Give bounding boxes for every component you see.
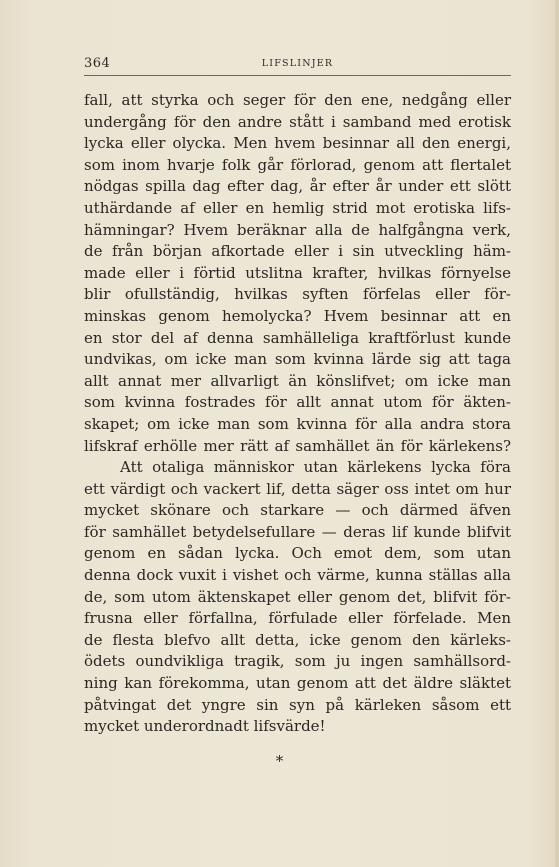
text-line: Att otaliga människor utan kärlekens lycka föra (120, 458, 511, 477)
text-line: som kvinna fostrades för allt annat utom för äkten- (84, 393, 511, 412)
text-line: undergång för den andre stått i samband med erotisk (84, 112, 511, 131)
text-line: mycket underordnadt lifsvärde! (84, 717, 326, 736)
text-line: genom en sådan lycka. Och emot dem, som utan (84, 544, 511, 563)
text-line: nödgas spilla dag efter dag, år efter år under ett slött (84, 177, 511, 196)
page-header (84, 56, 511, 76)
text-line: skapet; om icke man som kvinna för alla andra stora (84, 414, 511, 433)
page-number: 364 (84, 56, 111, 71)
page-edge (555, 0, 559, 867)
paragraph-1 (84, 90, 511, 457)
text-line: denna dock vuxit i vishet och värme, kunna ställas alla (84, 566, 511, 585)
text-line: allt annat mer allvarligt än könslifvet; om icke man (84, 371, 511, 390)
header-rule (84, 75, 511, 76)
text-line: en stor del af denna samhälleliga kraftförlust kunde (84, 328, 511, 347)
text-line: hämningar? Hvem beräknar alla de halfgångna verk, (84, 220, 511, 239)
text-line: undvikas, om icke man som kvinna lärde sig att taga (84, 350, 511, 369)
text-line: made eller i förtid utslitna krafter, hvilkas förnyelse (84, 263, 511, 282)
text-line: mycket skönare och starkare — och därmed äfven (84, 501, 511, 520)
text-line: de flesta blefvo allt detta, icke genom den kärleks- (84, 630, 511, 649)
text-line: ödets oundvikliga tragik, som ju ingen samhällsord- (84, 652, 511, 671)
text-line: de från början afkortade eller i sin utveckling häm- (84, 242, 511, 261)
section-separator: * (275, 752, 284, 770)
text-line: som inom hvarje folk går förlorad, genom att flertalet (84, 155, 511, 174)
text-line: påtvingat det yngre sin syn på kärleken såsom ett (84, 695, 511, 714)
text-line: uthärdande af eller en hemlig strid mot erotiska lifs- (84, 198, 511, 217)
text-line: minskas genom hemolycka? Hvem besinnar att en (84, 306, 511, 325)
text-line: lycka eller olycka. Men hvem besinnar all den energi, (84, 134, 511, 153)
text-line: de, som utom äktenskapet eller genom det, blifvit för- (84, 587, 511, 606)
text-line: frusna eller förfallna, förfulade eller förfelade. Men (84, 609, 511, 628)
body-text (84, 90, 511, 738)
text-line: blir ofullständig, hvilkas syften förfelas eller för- (84, 285, 511, 304)
text-line: ning kan förekomma, utan genom att det äldre släktet (84, 674, 511, 693)
text-line: för samhället betydelsefullare — deras lif kunde blifvit (84, 522, 511, 541)
text-line: ett värdigt och vackert lif, detta säger oss intet om hur (84, 479, 511, 498)
paragraph-2 (84, 457, 511, 738)
text-line: lifskraf erhölle mer rätt af samhället än för kärlekens? (84, 436, 511, 455)
running-title: LIFSLINJER (261, 58, 334, 69)
text-line: fall, att styrka och seger för den ene, nedgång eller (84, 91, 511, 109)
